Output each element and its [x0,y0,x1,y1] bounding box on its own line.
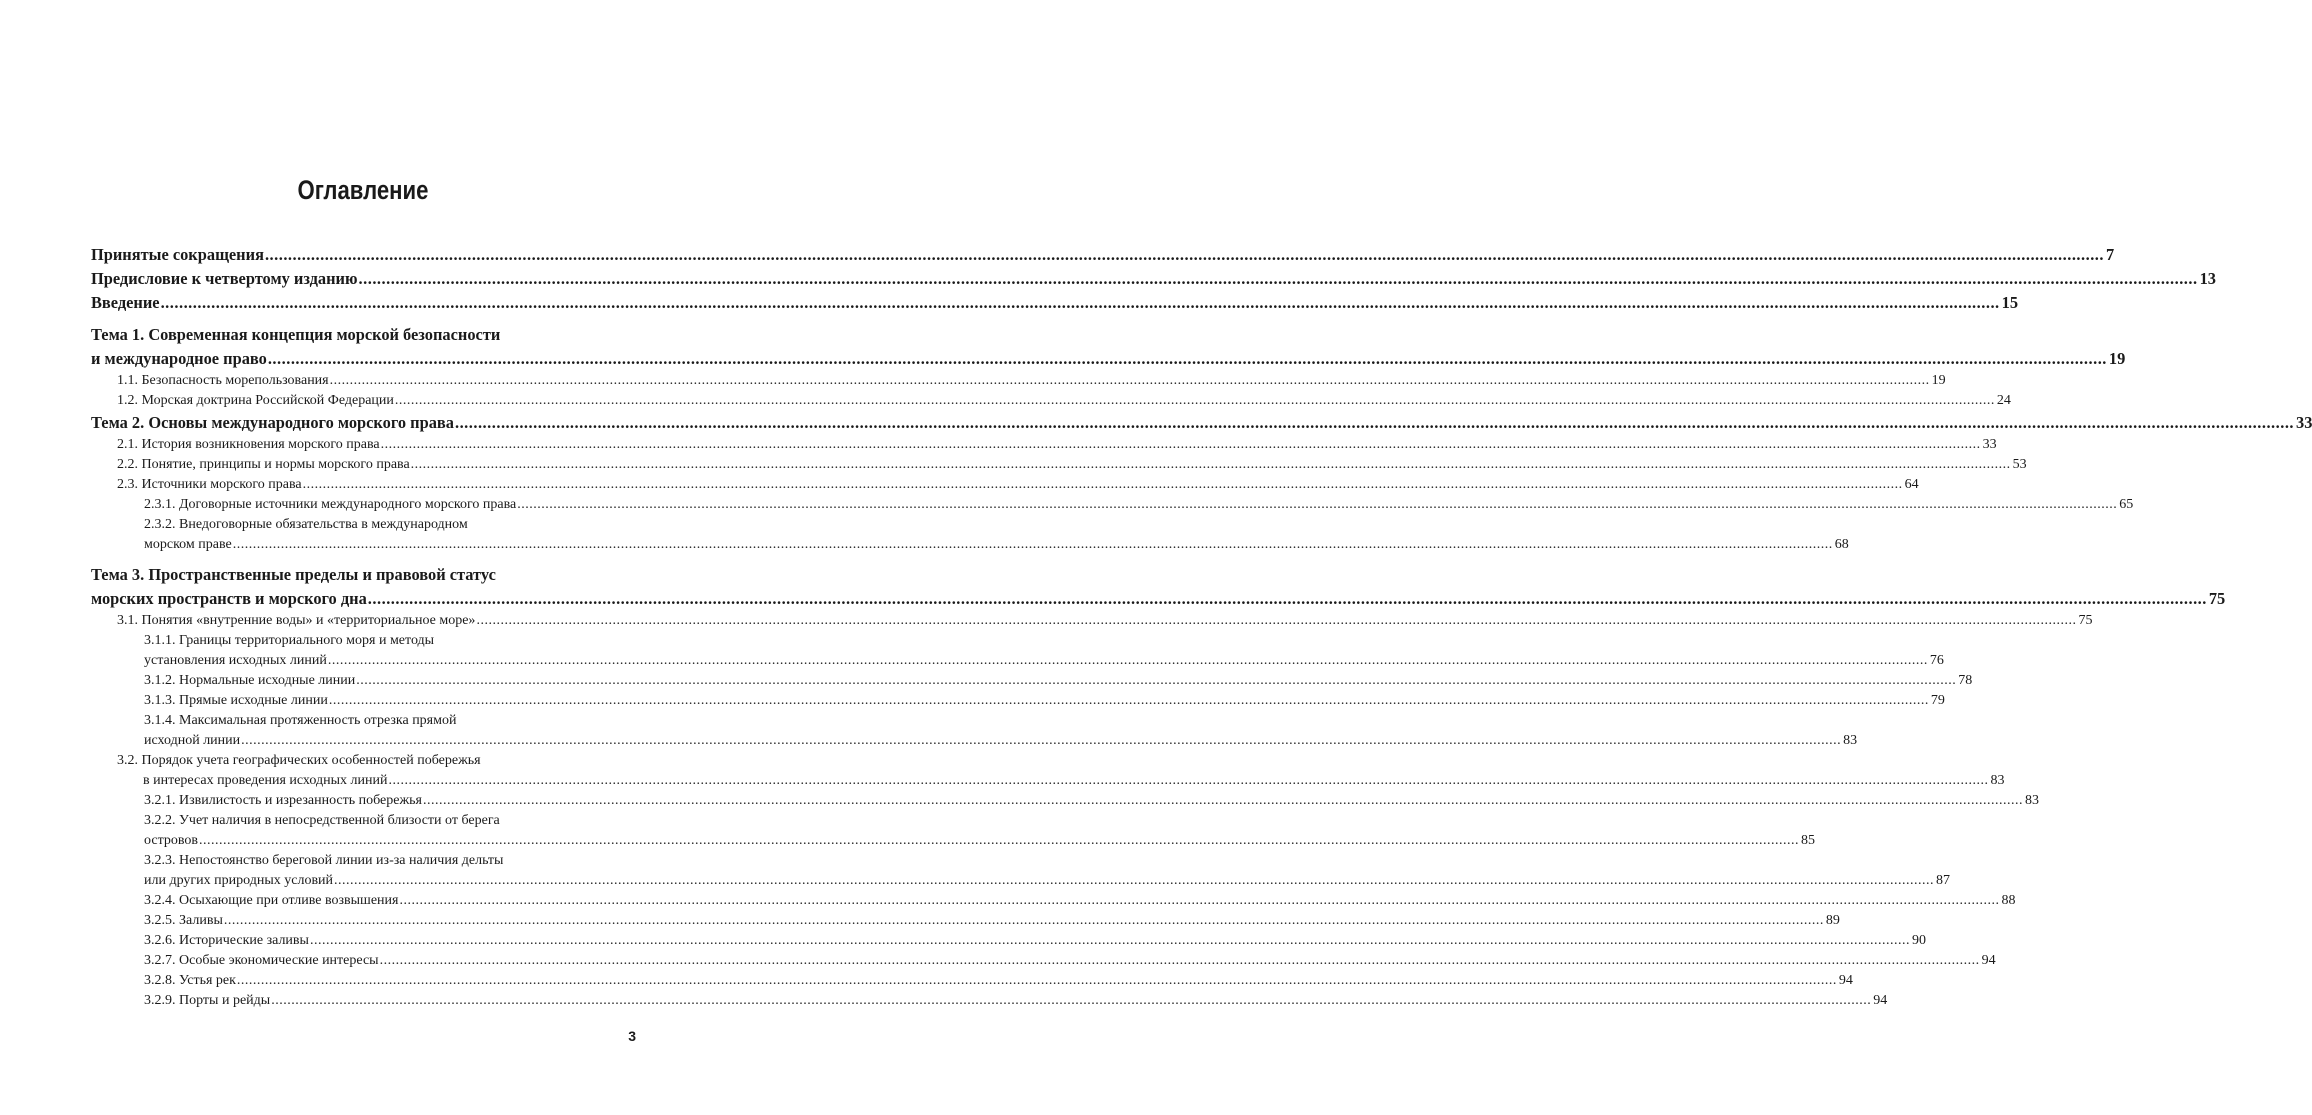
toc-entry-page: 83 [1990,773,2005,788]
toc-entry-title: морском праве [144,537,232,552]
toc-entry-page: 19 [1931,373,1946,388]
toc-entry-title: 3.1.2. Нормальные исходные линии [144,673,356,688]
dot-leader: ................................................................................................................................................................................................................................................................................................................................................................................................................ [334,873,1935,888]
toc-entry[interactable] [144,971,1853,991]
toc-entry[interactable] [117,435,1997,455]
toc-entry-title: 3.1. Понятия «внутренние воды» и «территориальное море» [117,613,476,628]
toc-entry[interactable] [144,991,1888,1011]
dot-leader: ................................................................................................................................................................................................................................................................................................................................................................................................................ [422,793,2023,808]
toc-entry[interactable] [144,691,1945,711]
toc-entry[interactable] [117,391,2011,411]
toc-entry-title: 3.2.6. Исторические заливы [144,933,309,948]
toc-entry-title: 3.2.4. Осыхающие при отливе возвышения [144,893,399,908]
dot-leader: ................................................................................................................................................................................................................................................................................................................................................................................................................ [379,953,1980,968]
dot-leader: ................................................................................................................................................................................................................................................................................................................................................................................................................ [236,973,1837,988]
toc-entry[interactable] [144,911,1840,931]
toc-entry-title: Принятые сокращения [91,245,264,264]
toc-entry-title: островов [144,833,198,848]
toc-entry-title: 3.1.3. Прямые исходные линии [144,693,328,708]
dot-leader: ................................................................................................................................................................................................................................................................................................................................................................................................................ [410,457,2011,472]
dot-leader: ................................................................................................................................................................................................................................................................................................................................................................................................................ [388,773,1989,788]
toc-entry[interactable] [144,891,2016,911]
toc-entry-page: 78 [1958,673,1973,688]
dot-leader: ................................................................................................................................................................................................................................................................................................................................................................................................................ [271,993,1872,1008]
toc-entry-title: 2.3. Источники морского права [117,477,302,492]
toc-entry-page: 65 [2119,497,2134,512]
toc-entry-title: 3.2.7. Особые экономические интересы [144,953,379,968]
toc-entry-page: 68 [1834,537,1849,552]
toc-entry[interactable] [117,611,2093,631]
dot-leader: ................................................................................................................................................................................................................................................................................................................................................................................................................ [267,349,2107,368]
toc-entry-page: 13 [2199,269,2216,288]
dot-leader: ................................................................................................................................................................................................................................................................................................................................................................................................................ [329,373,1930,388]
toc-entry[interactable] [144,515,1849,555]
toc-entry[interactable] [144,791,2039,811]
toc-entry-page: 33 [1982,437,1997,452]
toc-entry[interactable] [117,455,2027,475]
toc-entry-title: установления исходных линий [144,653,327,668]
toc-entry[interactable] [144,851,1951,891]
toc-entry[interactable] [91,291,2019,315]
toc-entry-title: Предисловие к четвертому изданию [91,269,358,288]
toc-entry[interactable] [91,323,2126,371]
dot-leader: ................................................................................................................................................................................................................................................................................................................................................................................................................ [454,413,2295,432]
dot-leader: ................................................................................................................................................................................................................................................................................................................................................................................................................ [241,733,1842,748]
toc-entry-title: 3.2.9. Порты и рейды [144,993,271,1008]
toc-entry-title-line: 3.1.4. Максимальная протяженность отрезка прямой [144,713,457,728]
toc-entry-page: 75 [2078,613,2093,628]
toc-entry-page: 87 [1936,873,1951,888]
toc-entry[interactable] [144,931,1926,951]
toc-entry-page: 89 [1825,913,1840,928]
dot-leader: ................................................................................................................................................................................................................................................................................................................................................................................................................ [356,673,1957,688]
dot-leader: ................................................................................................................................................................................................................................................................................................................................................................................................................ [517,497,2118,512]
toc-entry-title: или других природных условий [144,873,334,888]
toc-entry-title: Введение [91,293,160,312]
toc-entry-title: 2.2. Понятие, принципы и нормы морского права [117,457,410,472]
dot-leader: ................................................................................................................................................................................................................................................................................................................................................................................................................ [223,913,1824,928]
toc-entry[interactable] [144,951,1996,971]
dot-leader: ................................................................................................................................................................................................................................................................................................................................................................................................................ [358,269,2198,288]
page-number: 3 [628,1028,636,1044]
toc-entry-title: 2.1. История возникновения морского права [117,437,380,452]
toc-entry-title: 1.2. Морская доктрина Российской Федерации [117,393,394,408]
toc-entry-page: 83 [1843,733,1858,748]
toc-entry-title-line: 3.2. Порядок учета географических особенностей побережья [117,753,481,768]
toc-entry-title: Тема 2. Основы международного морского права [91,413,454,432]
dot-leader: ................................................................................................................................................................................................................................................................................................................................................................................................................ [232,537,1833,552]
dot-leader: ................................................................................................................................................................................................................................................................................................................................................................................................................ [380,437,1981,452]
toc-entry-title: 1.1. Безопасность морепользования [117,373,329,388]
dot-leader: ................................................................................................................................................................................................................................................................................................................................................................................................................ [160,293,2000,312]
toc-entry-title: исходной линии [144,733,241,748]
toc-entry-page: 7 [2106,245,2115,264]
toc-entry[interactable] [144,811,1815,851]
toc-entry[interactable] [144,711,1858,751]
toc-entry-title: и международное право [91,349,267,368]
toc-entry-title-line: Тема 1. Современная концепция морской безопасности [91,325,501,344]
toc-entry-title: в интересах проведения исходных линий [143,773,388,788]
toc-entry-title-line: 3.2.2. Учет наличия в непосредственной близости от берега [144,813,500,828]
page-title: Оглавление [297,175,429,205]
dot-leader: ................................................................................................................................................................................................................................................................................................................................................................................................................ [399,893,2000,908]
toc-entry[interactable] [117,751,2005,791]
toc-entry-title-line: Тема 3. Пространственные пределы и правовой статус [91,565,496,584]
toc-entry[interactable] [144,631,1944,671]
table-of-contents [0,243,2312,1011]
dot-leader: ................................................................................................................................................................................................................................................................................................................................................................................................................ [367,589,2207,608]
toc-entry-title: морских пространств и морского дна [91,589,367,608]
toc-entry[interactable] [144,495,2134,515]
dot-leader: ................................................................................................................................................................................................................................................................................................................................................................................................................ [476,613,2077,628]
toc-entry-page: 24 [1996,393,2011,408]
toc-entry[interactable] [117,475,1919,495]
dot-leader: ................................................................................................................................................................................................................................................................................................................................................................................................................ [309,933,1910,948]
toc-entry[interactable] [91,411,2312,435]
dot-leader: ................................................................................................................................................................................................................................................................................................................................................................................................................ [328,693,1929,708]
toc-entry-page: 19 [2108,349,2126,368]
toc-entry-page: 85 [1800,833,1815,848]
toc-entry[interactable] [91,243,2115,267]
toc-entry-page: 75 [2208,589,2226,608]
toc-entry-page: 79 [1930,693,1945,708]
toc-entry-page: 15 [2001,293,2019,312]
toc-entry[interactable] [91,563,2226,611]
dot-leader: ................................................................................................................................................................................................................................................................................................................................................................................................................ [394,393,1995,408]
toc-entry-page: 83 [2024,793,2039,808]
dot-leader: ................................................................................................................................................................................................................................................................................................................................................................................................................ [198,833,1799,848]
toc-entry-page: 94 [1838,973,1853,988]
dot-leader: ................................................................................................................................................................................................................................................................................................................................................................................................................ [327,653,1928,668]
toc-entry[interactable] [144,671,1973,691]
toc-entry-page: 64 [1904,477,1919,492]
toc-entry-page: 94 [1873,993,1888,1008]
toc-entry-title: 2.3.1. Договорные источники международного морского права [144,497,517,512]
toc-entry-title: 3.2.8. Устья рек [144,973,236,988]
toc-entry-page: 76 [1929,653,1944,668]
toc-entry-title: 3.2.5. Заливы [144,913,223,928]
toc-entry-page: 94 [1981,953,1996,968]
toc-entry-page: 88 [2001,893,2016,908]
toc-entry-page: 53 [2012,457,2027,472]
toc-entry-title-line: 3.1.1. Границы территориального моря и методы [144,633,435,648]
toc-entry-title-line: 2.3.2. Внедоговорные обязательства в международном [144,517,468,532]
toc-entry-page: 33 [2296,413,2312,432]
dot-leader: ................................................................................................................................................................................................................................................................................................................................................................................................................ [302,477,1903,492]
toc-entry-title-line: 3.2.3. Непостоянство береговой линии из-за наличия дельты [144,853,504,868]
toc-entry[interactable] [117,371,1946,391]
dot-leader: ................................................................................................................................................................................................................................................................................................................................................................................................................ [264,245,2104,264]
toc-entry-title: 3.2.1. Извилистость и изрезанность побережья [144,793,422,808]
toc-entry[interactable] [91,267,2216,291]
toc-entry-page: 90 [1911,933,1926,948]
